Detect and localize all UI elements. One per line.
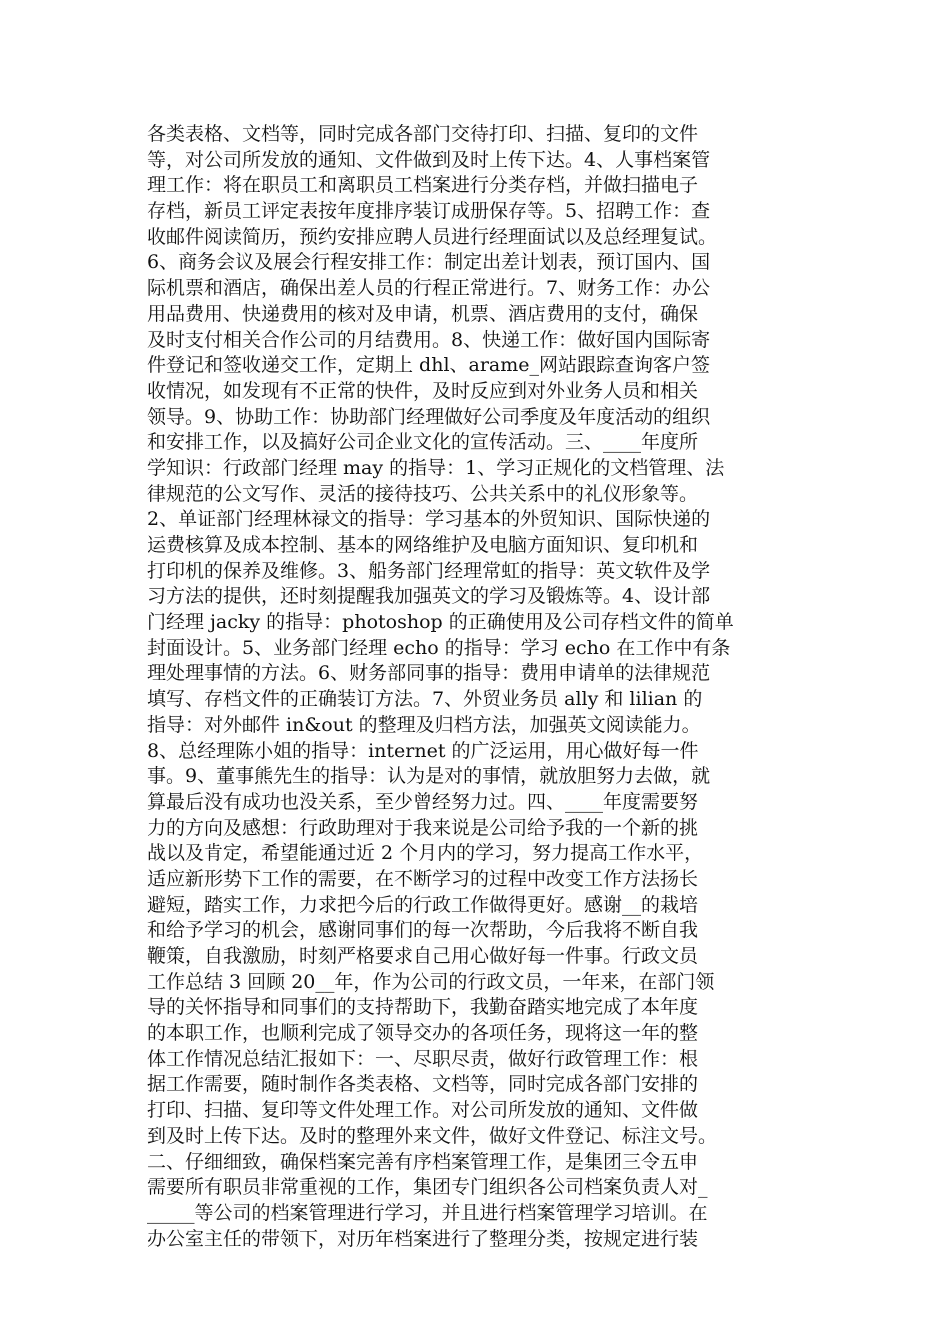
text-line: 和给予学习的机会，感谢同事们的每一次帮助，今后我将不断自我 [147, 919, 699, 942]
text-line: 运费核算及成本控制、基本的网络维护及电脑方面知识、复印机和 [147, 534, 699, 556]
text-line: 2、单证部门经理林禄文的指导：学习基本的外贸知识、国际快递的 [147, 508, 711, 531]
text-line: 收邮件阅读简历，预约安排应聘人员进行经理面试以及总经理复试。 [147, 225, 718, 248]
text-line: 和安排工作，以及搞好公司企业文化的宣传活动。三、____年度所 [147, 431, 699, 454]
text-line: 律规范的公文写作、灵活的接待技巧、公共关系中的礼仪形象等。 [147, 482, 699, 505]
text-line: 二、仔细细致，确保档案完善有序档案管理工作，是集团三令五申 [147, 1150, 699, 1173]
text-line: 办公室主任的带领下，对历年档案进行了整理分类，按规定进行装 [147, 1227, 699, 1250]
text-line: 工作总结 3 回顾 20__年，作为公司的行政文员，一年来，在部门领 [147, 970, 715, 993]
text-line: 6、商务会议及展会行程安排工作：制定出差计划表，预订国内、国 [147, 251, 711, 274]
text-line: 指导：对外邮件 in&out 的整理及归档方法，加强英文阅读能力。 [147, 713, 701, 736]
text-line: 避短，踏实工作，力求把今后的行政工作做得更好。感谢__的栽培 [147, 893, 699, 916]
text-line: 理处理事情的方法。6、财务部同事的指导：费用申请单的法律规范 [147, 662, 711, 685]
body-text [147, 122, 823, 1252]
text-line: 力的方向及感想：行政助理对于我来说是公司给予我的一个新的挑 [147, 816, 699, 839]
text-line: 门经理 jacky 的指导：photoshop 的正确使用及公司存档文件的简单 [147, 611, 734, 634]
text-line: 打印、扫描、复印等文件处理工作。对公司所发放的通知、文件做 [147, 1099, 699, 1122]
text-line: 际机票和酒店，确保出差人员的行程正常进行。7、财务工作：办公 [147, 277, 711, 300]
text-line: 8、总经理陈小姐的指导：internet 的广泛运用，用心做好每一件 [147, 739, 699, 762]
text-line: 适应新形势下工作的需要，在不断学习的过程中改变工作方法扬长 [147, 867, 699, 890]
text-line: 收情况，如发现有不正常的快件，及时反应到对外业务人员和相关 [147, 379, 699, 402]
text-line: 战以及肯定，希望能通过近 2 个月内的学习，努力提高工作水平， [147, 842, 704, 865]
text-line: 等，对公司所发放的通知、文件做到及时上传下达。4、人事档案管 [147, 148, 711, 171]
text-line: 存档，新员工评定表按年度排序装订成册保存等。5、招聘工作：查 [147, 200, 711, 223]
text-line: 及时支付相关合作公司的月结费用。8、快递工作：做好国内国际寄 [147, 328, 711, 351]
text-line: 据工作需要，随时制作各类表格、文档等，同时完成各部门安排的 [147, 1073, 699, 1096]
text-line: 的本职工作，也顺利完成了领导交办的各项任务，现将这一年的整 [147, 1022, 699, 1045]
text-line: 各类表格、文档等，同时完成各部门交待打印、扫描、复印的文件 [147, 123, 699, 145]
text-line: 领导。9、协助工作：协助部门经理做好公司季度及年度活动的组织 [147, 405, 711, 428]
text-line: 封面设计。5、业务部门经理 echo 的指导：学习 echo 在工作中有条 [147, 636, 731, 659]
text-line: 件登记和签收递交工作，定期上 dhl、arame_网站跟踪查询客户签 [147, 354, 711, 377]
text-line: 算最后没有成功也没关系，至少曾经努力过。四、____年度需要努 [147, 790, 699, 813]
text-line: 导的关怀指导和同事们的支持帮助下，我勤奋踏实地完成了本年度 [147, 996, 699, 1019]
text-line: 填写、存档文件的正确装订方法。7、外贸业务员 ally 和 lilian 的 [147, 688, 703, 711]
text-line: 用品费用、快递费用的核对及申请，机票、酒店费用的支付，确保 [147, 302, 699, 325]
text-line: 理工作：将在职员工和离职员工档案进行分类存档，并做扫描电子 [147, 174, 699, 197]
text-line: 事。9、董事熊先生的指导：认为是对的事情，就放胆努力去做，就 [147, 765, 711, 788]
text-line: 需要所有职员非常重视的工作，集团专门组织各公司档案负责人对_ [147, 1176, 708, 1199]
text-line: _____等公司的档案管理进行学习，并且进行档案管理学习培训。在 [147, 1201, 708, 1224]
text-line: 打印机的保养及维修。3、船务部门经理常虹的指导：英文软件及学 [147, 559, 711, 582]
text-line: 鞭策，自我激励，时刻严格要求自己用心做好每一件事。行政文员 [147, 945, 699, 967]
text-line: 到及时上传下达。及时的整理外来文件，做好文件登记、标注文号。 [147, 1124, 718, 1147]
text-line: 学知识：行政部门经理 may 的指导：1、学习正规化的文档管理、法 [147, 456, 725, 479]
text-line: 习方法的提供，还时刻提醒我加强英文的学习及锻炼等。4、设计部 [147, 585, 711, 608]
text-line: 体工作情况总结汇报如下：一、尽职尽责，做好行政管理工作：根 [147, 1047, 699, 1070]
